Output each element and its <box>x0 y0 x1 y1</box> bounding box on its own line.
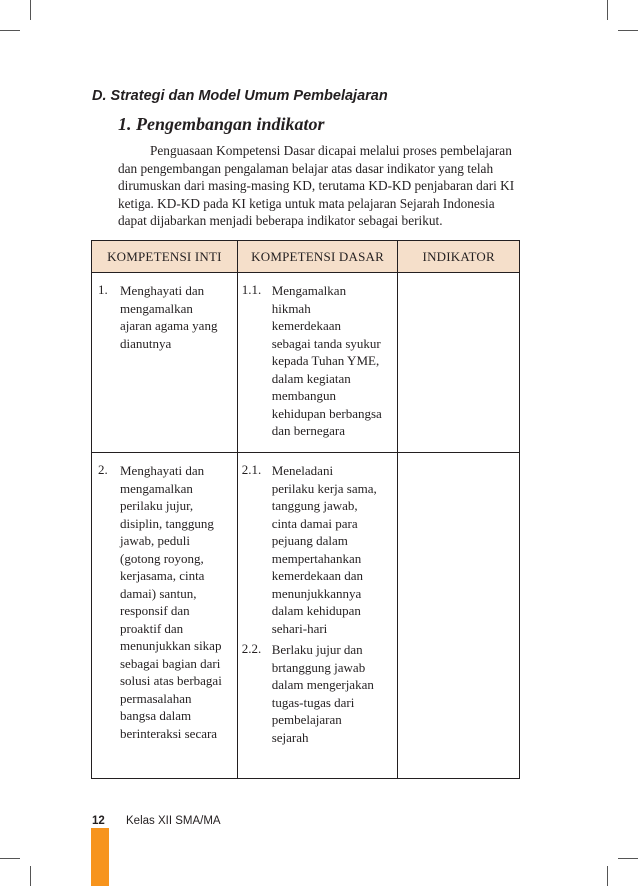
indikator-cell <box>398 453 520 779</box>
intro-paragraph <box>118 142 532 230</box>
table-row <box>92 273 520 453</box>
competency-table <box>91 240 520 779</box>
table-row <box>92 453 520 779</box>
header-kompetensi-dasar: KOMPETENSI DASAR <box>237 241 398 273</box>
ki-text: Menghayati dan mengamalkan perilaku jujur, disiplin, tanggung jawab, peduli (gotong royong, kerjasama, cinta damai) santun, responsif dan proaktif dan menunjukkan sikap sebagai bagian dari solusi atas berbagai permasalahan bangsa dalam berinteraksi secara <box>120 463 222 741</box>
ki-text: Menghayati dan mengamalkan ajaran agama yang dianutnya <box>120 283 218 351</box>
footer-title: Kelas XII SMA/MA <box>126 815 221 827</box>
kd-text: Mengamalkan hikmah kemerdekaan sebagai tanda syukur kepada Tuhan YME, dalam kegiatan membangun kehidupan berbangsa dan bernegara <box>271 283 382 438</box>
kd-number: 1.1. <box>241 282 262 297</box>
crop-mark <box>30 0 31 20</box>
crop-mark <box>0 858 20 859</box>
section-heading: D. Strategi dan Model Umum Pembelajaran <box>92 88 388 104</box>
ki-cell <box>92 453 237 778</box>
kd-cell <box>238 453 398 778</box>
kd-number: 2.2. <box>241 641 262 656</box>
crop-mark <box>0 30 20 31</box>
page-tab <box>91 828 109 886</box>
intro-line: dan pengembangan pengalaman belajar atas dasar indikator yang telah <box>118 160 494 176</box>
crop-mark <box>607 0 608 20</box>
ki-number: 1. <box>98 282 108 297</box>
table-header-row <box>92 241 520 273</box>
crop-mark <box>30 866 31 886</box>
sub-heading: 1. Pengembangan indikator <box>118 114 325 134</box>
intro-line: ketiga. KD-KD pada KI ketiga untuk mata pelajaran Sejarah Indonesia <box>118 195 495 211</box>
intro-line: dapat dijabarkan menjadi beberapa indikator sebagai berikut. <box>118 213 443 229</box>
ki-cell <box>92 273 237 452</box>
kd-text: Berlaku jujur dan brtanggung jawab dalam mengerjakan tugas-tugas dari pembelajaran sejarah <box>271 642 374 745</box>
page-number: 12 <box>92 815 105 827</box>
crop-mark <box>618 858 638 859</box>
intro-line: dirumuskan dari masing-masing KD, terutama KD-KD penjabaran dari KI <box>118 178 515 194</box>
indikator-cell <box>398 273 520 453</box>
ki-number: 2. <box>98 462 108 477</box>
header-indikator: INDIKATOR <box>398 241 520 273</box>
crop-mark <box>607 866 608 886</box>
header-kompetensi-inti: KOMPETENSI INTI <box>92 241 238 273</box>
kd-text: Meneladani perilaku kerja sama, tanggung jawab, cinta damai para pejuang dalam mempertahankan kemerdekaan dan menunjukkannya dalam kehidupan sehari-hari <box>271 463 377 636</box>
kd-number: 2.1. <box>241 462 262 477</box>
intro-line: Penguasaan Kompetensi Dasar dicapai melalui proses pembelajaran <box>150 143 512 158</box>
crop-mark <box>618 30 638 31</box>
kd-cell <box>238 273 398 452</box>
